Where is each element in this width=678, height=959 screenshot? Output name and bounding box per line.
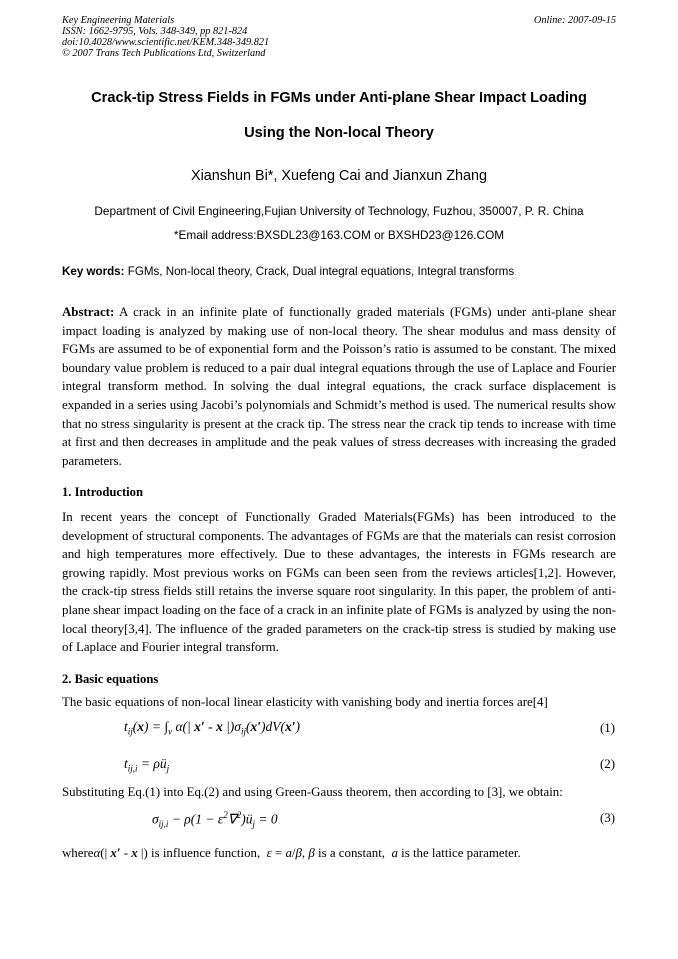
- paper-title-line-2: Using the Non-local Theory: [244, 125, 434, 141]
- beta-symbol: β: [308, 846, 315, 860]
- doi-line[interactable]: doi:10.4028/www.scientific.net/KEM.348-349.821: [62, 37, 270, 48]
- online-date: Online: 2007-09-15: [533, 15, 616, 26]
- authors: Xianshun Bi*, Xuefeng Cai and Jianxun Zhang: [190, 168, 487, 184]
- influence-function-symbol: α: [93, 846, 101, 860]
- where-end: is the lattice parameter.: [401, 846, 521, 860]
- equation-1-number: (1): [599, 721, 615, 735]
- section-1-heading: 1. Introduction: [62, 485, 143, 499]
- equation-2: $t_{ij,i}$ = $\rho ü_j$: [124, 756, 170, 774]
- affiliation: Department of Civil Engineering,Fujian University of Technology, Fuzhou, 350007, P. R. China: [94, 204, 584, 218]
- abstract-label: Abstract:: [62, 305, 115, 319]
- keywords-text: FGMs, Non-local theory, Crack, Dual integral equations, Integral transforms: [127, 265, 515, 278]
- section-2-intro: The basic equations of non-local linear elasticity with vanishing body and inertia forces are[4]: [62, 695, 548, 709]
- email-address[interactable]: *Email address:BXSDL23@163.COM or BXSHD23@126.COM: [173, 228, 505, 242]
- where-mid-3: is a constant,: [318, 846, 385, 860]
- section-2-heading: 2. Basic equations: [62, 672, 159, 686]
- equation-3: $\sigma_{ij,i} - \rho(1$ − $\varepsilon^2\nabla^2)ü_j = 0$: [152, 810, 278, 830]
- where-mid-1: is influence function,: [151, 846, 261, 860]
- abstract: [62, 303, 616, 470]
- keywords-label: Key words:: [62, 265, 125, 278]
- journal-header: [62, 15, 616, 59]
- equation-3-number: (3): [599, 811, 615, 825]
- equation-2-number: (2): [599, 757, 615, 771]
- where-line: whereα(| x′ - x |) is influence function, ε = a/β, β is a constant, a is the lattice parameter.: [62, 846, 521, 860]
- where-mid-2: ,: [301, 846, 306, 860]
- epsilon-definition: ε: [266, 846, 272, 860]
- substituting-text: Substituting Eq.(1) into Eq.(2) and using Green-Gauss theorem, then according to [3], we obtain:: [62, 785, 563, 799]
- where-prefix: where: [62, 846, 94, 860]
- keywords: [62, 265, 616, 278]
- lattice-symbol: a: [391, 846, 398, 860]
- equation-1: $t_{ij}(x) = \int_v$ α(| x′ - x $|)\sigma_{ij}(x')dV(x')$: [124, 719, 301, 737]
- abstract-text: A crack in an infinite plate of functionally graded materials (FGMs) under anti-plane shear impact loading is analyzed by making use of non-local theory. The shear modulus and mass density of FGMs are assumed to be of exponential form and the Poisson’s ratio is assumed to be constant. The mixed boundary value problem is reduced to a pair dual integral equations through the use of Laplace and Fourier integral transform method. In solving the dual integral equations, the crack surface displacement is expanded in a series using Jacobi’s polynomials and Schmidt’s method is used. The numerical results show that no stress singularity is present at the crack tip. The stress near the crack tip tends to increase with time at first and then decreases in amplitude and the peak values of stress decreases with increasing the graded parameters.: [62, 305, 617, 468]
- paper-title-line-1: Crack-tip Stress Fields in FGMs under Anti-plane Shear Impact Loading: [91, 90, 587, 106]
- section-1-text: In recent years the concept of Functionally Graded Materials(FGMs) has been introduced to the development of structural components. The advantages of FGMs are that the materials can resist corrosion and high temperatures more effectively. Due to these advantages, the interests in FGMs research are growing rapidly. Most previous works on FGMs can been seen from the reviews articles[1,2]. However, the crack-tip stress fields still retains the inverse square root singularity. In this paper, the problem of anti-plane shear impact loading on the face of a crack in an infinite plate of FGMs is analyzed by using the non-local theory[3,4]. The influence of the graded parameters on the crack-tip stress is studied by making use of Laplace and Fourier integral transform.: [62, 510, 616, 655]
- journal-name: Key Engineering Materials: [62, 15, 175, 26]
- copyright-line: © 2007 Trans Tech Publications Ltd, Switzerland: [62, 48, 266, 59]
- issn-line: ISSN: 1662-9795, Vols. 348-349, pp 821-824: [62, 26, 248, 37]
